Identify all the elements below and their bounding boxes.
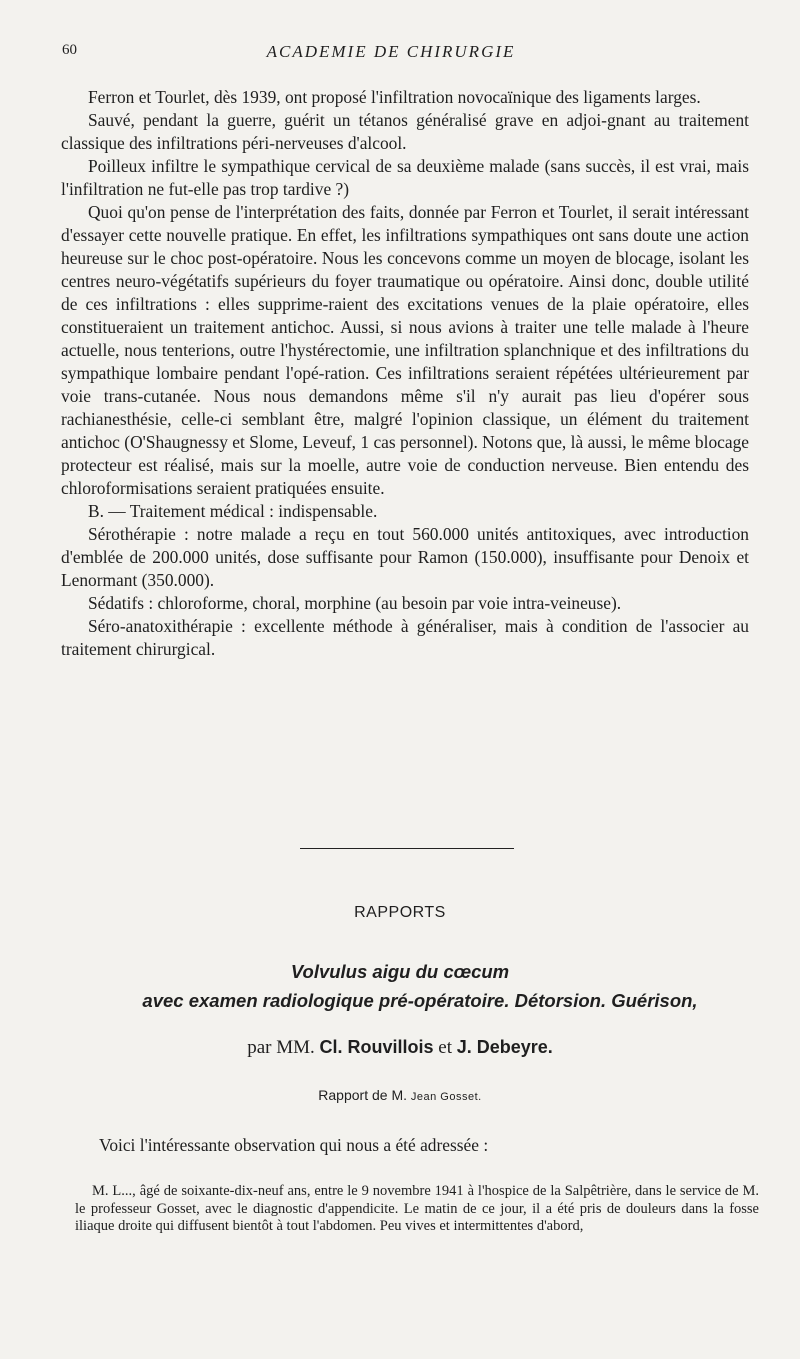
paragraph: B. — Traitement médical : indispensable. bbox=[88, 501, 378, 521]
paragraph: Sédatifs : chloroforme, choral, morphine (au besoin par voie intra-veineuse). bbox=[88, 593, 622, 613]
body-text bbox=[61, 86, 749, 661]
paragraph: Sauvé, pendant la guerre, guérit un tétanos généralisé grave en adjoi-gnant au traitement classique des infiltrations péri-nerveuses d'alcool. bbox=[61, 110, 749, 153]
intro-text: Voici l'intéressante observation qui nous a été adressée : bbox=[99, 1135, 489, 1155]
observation-text: M. L..., âgé de soixante-dix-neuf ans, entre le 9 novembre 1941 à l'hospice de la Salpêtrière, dans le service de M. le professeur Gosset, avec le diagnostic d'appendicite. Le matin de ce jour, il a été pris de douleurs dans la fosse iliaque droite qui diffusent bientôt à tout l'abdomen. Peu vives et intermittentes d'abord, bbox=[75, 1183, 759, 1234]
paragraph: Sérothérapie : notre malade a reçu en tout 560.000 unités antitoxiques, avec introduction d'emblée de 200.000 unités, dose suffisante pour Ramon (150.000), insuffisante pour Denoix et Lenormant (350.000). bbox=[61, 524, 749, 590]
article-authors bbox=[0, 1037, 800, 1059]
report-author: Jean Gosset. bbox=[410, 1091, 482, 1103]
article-title-line-2: avec examen radiologique pré-opératoire. Détorsion. Guérison, bbox=[142, 990, 698, 1011]
running-head: ACADEMIE DE CHIRURGIE bbox=[266, 42, 516, 61]
authors-prefix: par MM. bbox=[247, 1037, 315, 1058]
report-byline bbox=[0, 1087, 800, 1103]
authors-conjunction: et bbox=[438, 1037, 452, 1058]
report-prefix: Rapport de M. bbox=[318, 1087, 407, 1103]
paragraph: Ferron et Tourlet, dès 1939, ont proposé l'infiltration novocaïnique des ligaments larges. bbox=[88, 87, 701, 107]
section-title: RAPPORTS bbox=[354, 904, 446, 921]
paragraph: Poilleux infiltre le sympathique cervical de sa deuxième malade (sans succès, il est vrai, mais l'infiltration ne fut-elle pas trop tardive ?) bbox=[61, 156, 749, 199]
page-number: 60 bbox=[62, 42, 77, 58]
page-header bbox=[62, 42, 760, 66]
author-1: Cl. Rouvillois bbox=[319, 1037, 434, 1057]
article-title-line-1: Volvulus aigu du cœcum bbox=[290, 961, 510, 982]
section-divider bbox=[300, 848, 514, 849]
paragraph: Quoi qu'on pense de l'interprétation des faits, donnée par Ferron et Tourlet, il serait intéressant d'essayer cette nouvelle pratique. En effet, les infiltrations sympathiques ont sans doute une action heureuse sur le choc post-opératoire. Nous les concevons comme un moyen de blocage, isolant les centres neuro-végétatifs supérieurs du foyer traumatique ou opératoire. Ainsi donc, double utilité de ces infiltrations : elles supprime-raient des excitations venues de la plaie opératoire, elles constitueraient un traitement antichoc. Aussi, si nous avions à traiter une telle malade à l'heure actuelle, nous tenterions, outre l'hystérectomie, une infiltration splanchnique et des infiltrations du sympathique lombaire pendant l'opé-ration. Ces infiltrations seraient répétées ultérieurement par voie trans-cutanée. Nous nous demandons même s'il n'y aurait pas lieu d'opérer sous rachianesthésie, celle-ci semblant être, malgré l'opinion classique, un élément du traitement antichoc (O'Shaugnessy et Slome, Leveuf, 1 cas personnel). Notons que, là aussi, le même blocage protecteur est réalisé, mais sur la moelle, autre voie de conduction nerveuse. Bien entendu des chloroformisations seraient pratiquées ensuite. bbox=[61, 202, 749, 498]
author-2: J. Debeyre. bbox=[456, 1037, 553, 1057]
paragraph: Séro-anatoxithérapie : excellente méthode à généraliser, mais à condition de l'associer au traitement chirurgical. bbox=[61, 616, 749, 659]
